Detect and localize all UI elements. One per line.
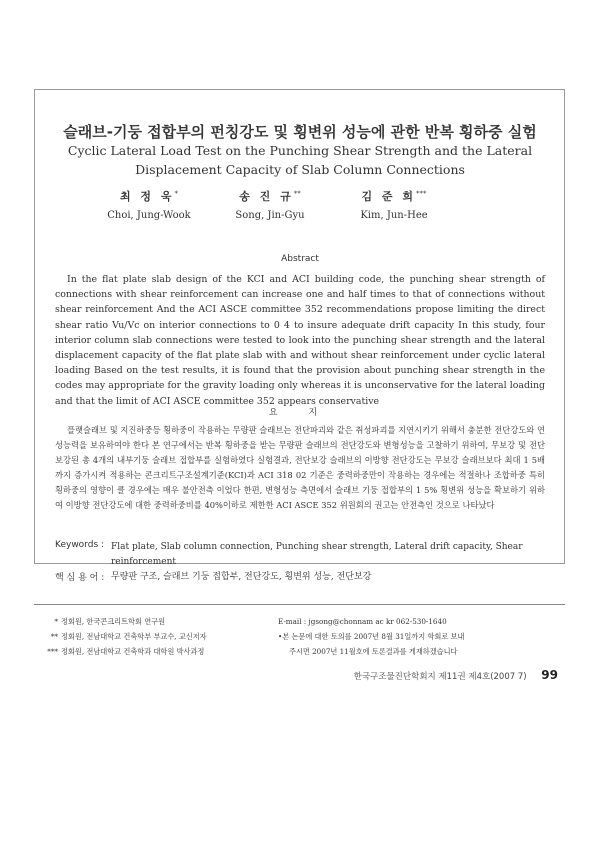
author-1-name-ko: 최 정 욱 xyxy=(119,190,175,203)
author-3-name-en: Kim, Jun-Hee xyxy=(360,210,428,221)
keywords-ko-label: 핵 심 용 어 : xyxy=(55,573,105,583)
author-2 xyxy=(210,188,330,221)
abstract-paragraph: In the flat plate slab design of the KCI and ACI building code, the punching shear strength of connections with shear reinforcement can increase one and half times to that of connections without shear reinforcement And the ACI ASCE committee 352 recommendations propose limiting the direct shear ratio Vu/Vc on interior connections to 0 4 to insure adequate drift capacity In this study, four interior column slab connections were tested to look into the punching shear strength and the lateral displacement capacity of the flat plate slab with and without shear reinforcement under cyclic lateral loading Based on the test results, it is found that the provision about punching shear strength in the codes may appropriate for the gravity loading only whereas it is unconservative for the lateral loading and that the limit of ACI ASCE committee 352 appears conservative xyxy=(55,274,545,407)
affiliation-1: * 정회원, 한국콘크리트학회 연구원 xyxy=(54,617,166,626)
footnote-divider xyxy=(34,604,565,605)
author-2-mark: ** xyxy=(293,189,301,198)
author-2-name-en: Song, Jin-Gyu xyxy=(235,210,305,221)
author-3-name-ko: 김 준 희 xyxy=(361,190,417,203)
author-1 xyxy=(89,188,209,221)
affiliation-3: *** 정회원, 전남대학교 건축학과 대학원 박사과정 xyxy=(47,647,205,656)
affiliation-2: ** 정회원, 전남대학교 건축학부 부교수, 교신저자 xyxy=(50,632,207,641)
contact-notes xyxy=(278,614,568,659)
journal-footer xyxy=(354,668,558,682)
summary-heading: 요 지 xyxy=(268,408,332,418)
author-3-mark: *** xyxy=(416,189,427,198)
summary-paragraph: 플랫슬래브 및 지진하중등 횡하중이 작용하는 무량판 슬래브는 전단파괴와 같은 취성파괴를 지연시키기 위해서 충분한 전단강도와 연성능력을 보유하여야 한다 본 연구에서는 반복 횡하중을 받는 무량판 슬래브의 전단강도와 변형성능을 고찰하기 위하여, 무보강 및 전단 보강된 총 4개의 내부기둥 슬래브 접합부를 실험하였다 실험결과, 전단보강 슬래브의 이방향 전단강도는 무보강 슬래브보다 최대 1 5배까지 증가시켜 적용하는 콘크리트구조설계기준(KCI)과 ACI 318 02 기준은 중력하중만이 작용하는 경우에는 적절하나 조합하중 특히 횡하중의 영향이 클 경우에는 매우 불안전측 이었다 한편, 변형성능 측면에서 슬래브 기둥 접합부의 1 5% 횡변위 성능을 확보하기 위하여 이방향 전단강도에 대한 중력하중비를 40%이하로 제한한 ACI ASCE 352 위원회의 권고는 안전측인 것으로 나타났다 xyxy=(55,425,545,510)
author-1-name-en: Choi, Jung-Wook xyxy=(107,210,191,221)
keywords-ko-value: 무량판 구조, 슬래브 기둥 접합부, 전단강도, 횡변위 성능, 전단보강 xyxy=(111,572,372,582)
title-english-line-2: Displacement Capacity of Slab Column Connections xyxy=(135,162,465,177)
discussion-notice-1: •본 논문에 대한 토의를 2007년 8월 31일까지 학회로 보내 xyxy=(278,632,465,641)
abstract-heading: Abstract xyxy=(281,254,319,264)
title-korean: 슬래브-기둥 접합부의 펀칭강도 및 횡변위 성능에 관한 반복 횡하중 실험 xyxy=(63,123,537,141)
keywords-value: Flat plate, Slab column connection, Punching shear strength, Lateral drift capacity, Shear reinforcement xyxy=(111,542,523,567)
journal-citation: 한국구조물진단학회지 제11권 제4호(2007 7) xyxy=(353,672,527,682)
discussion-notice-2: 주시면 2007년 11월호에 토론결과를 게재하겠습니다 xyxy=(289,647,458,656)
contact-email: E-mail : jgsong@chonnam ac kr 062-530-1640 xyxy=(278,617,447,626)
title-english-line-1: Cyclic Lateral Load Test on the Punching Shear Strength and the Lateral xyxy=(67,143,533,158)
keywords-label: Keywords : xyxy=(55,540,105,550)
summary-body xyxy=(55,423,545,512)
author-3 xyxy=(334,188,454,221)
abstract-body xyxy=(55,272,545,409)
title-english xyxy=(0,141,600,179)
affiliations xyxy=(34,614,274,659)
page-number: 99 xyxy=(541,668,558,682)
author-2-name-ko: 송 진 규 xyxy=(239,190,294,203)
author-1-mark: * xyxy=(174,189,179,198)
